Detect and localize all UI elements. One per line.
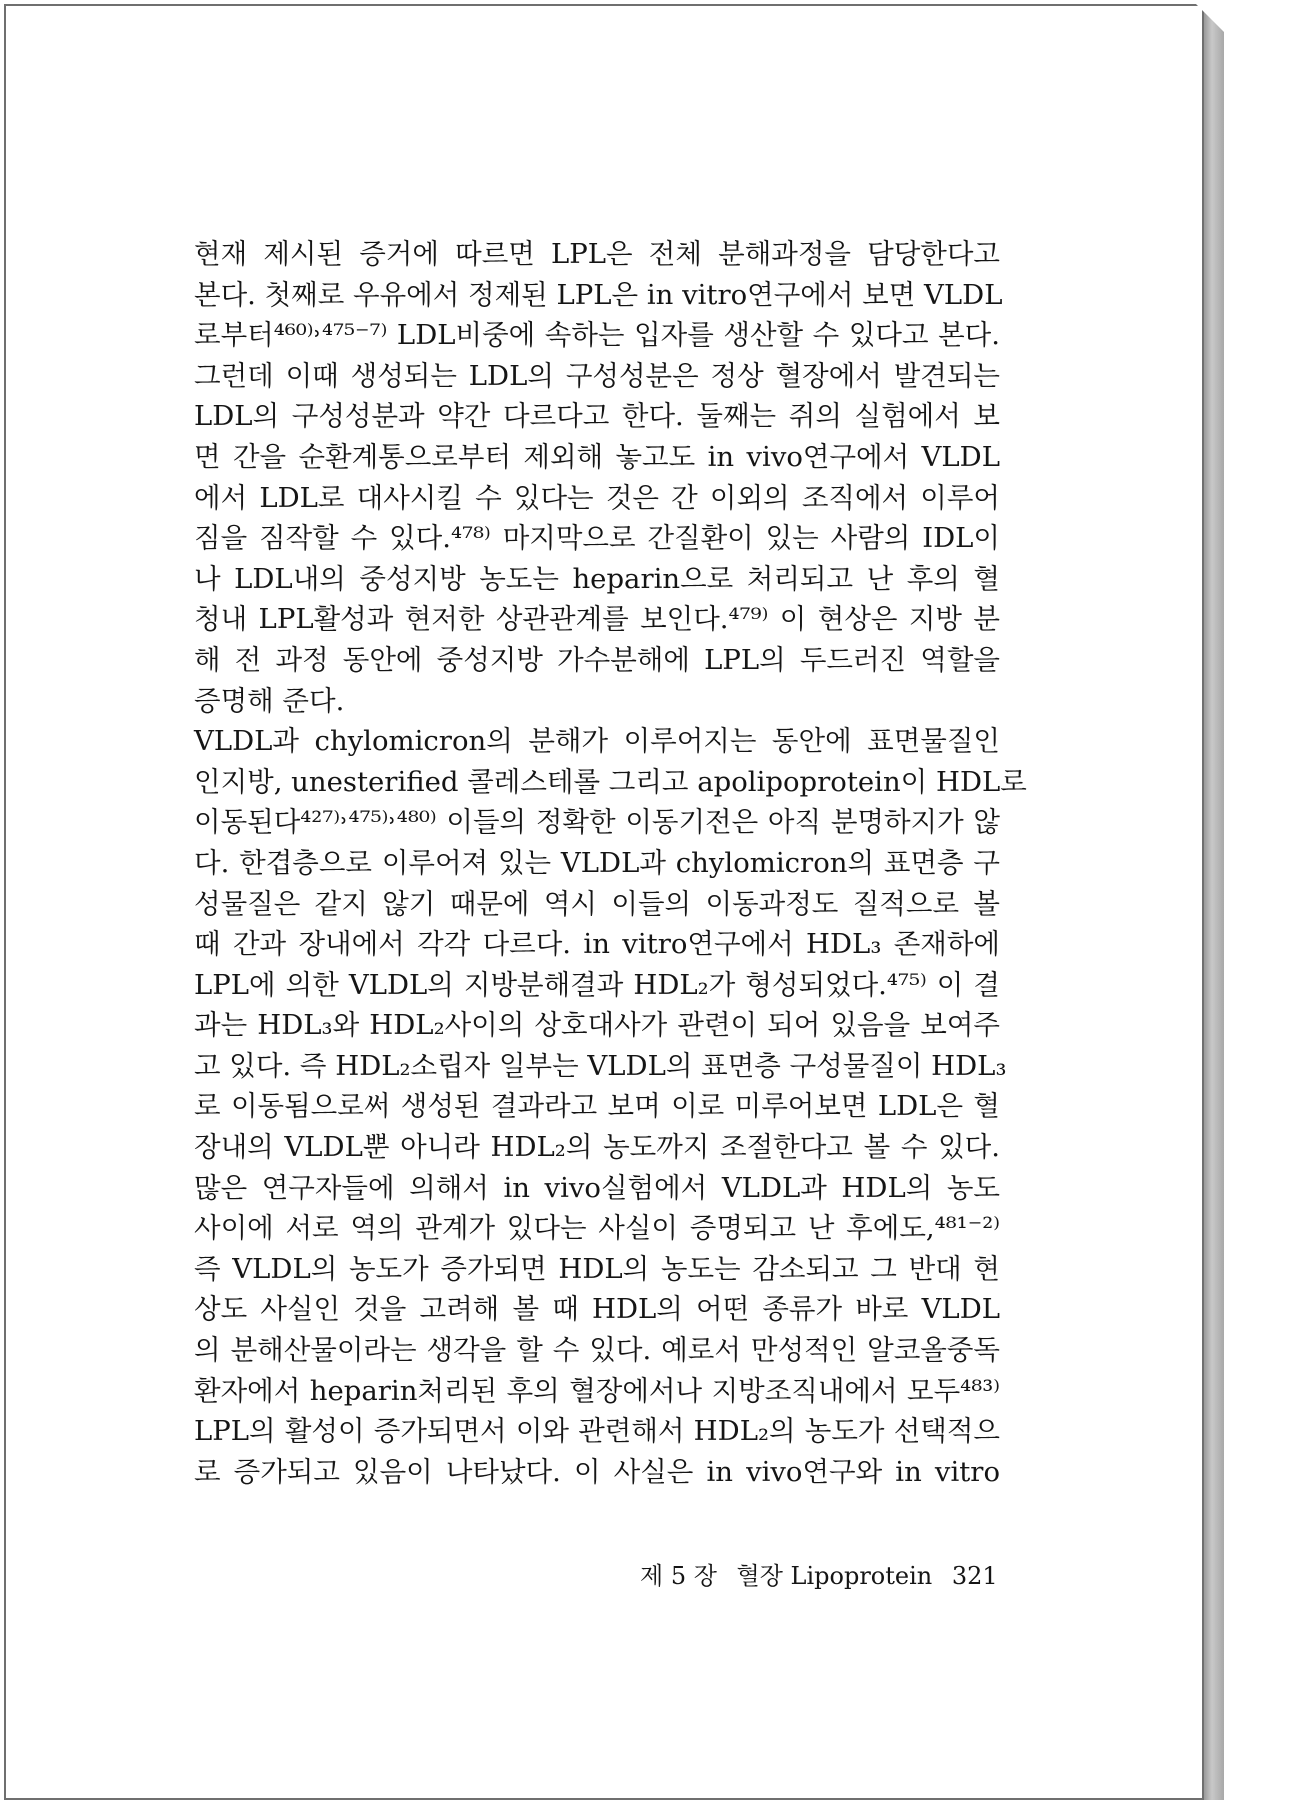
text-line: 많은 연구자들에 의해서 in vivo실험에서 VLDL과 HDL의 농도 — [194, 1171, 1000, 1204]
text-line: 증명해 준다. — [194, 684, 345, 717]
text-line: 즉 VLDL의 농도가 증가되면 HDL의 농도는 감소되고 그 반대 현 — [194, 1252, 1000, 1285]
text-line: 인지방, unesterified 콜레스테롤 그리고 apolipoprotein이 HDL로 — [194, 765, 1027, 798]
text-line: 성물질은 같지 않기 때문에 역시 이들의 이동과정도 질적으로 볼 — [194, 887, 1000, 920]
text-line: 환자에서 heparin처리된 후의 혈장에서나 지방조직내에서 모두⁴⁸³⁾ — [194, 1374, 1000, 1407]
text-line: 장내의 VLDL뿐 아니라 HDL₂의 농도까지 조절한다고 볼 수 있다. — [194, 1131, 1000, 1164]
text-line: 사이에 서로 역의 관계가 있다는 사실이 증명되고 난 후에도,⁴⁸¹⁻²⁾ — [194, 1212, 1000, 1245]
text-line: 현재 제시된 증거에 따르면 LPL은 전체 분해과정을 담당한다고 — [194, 238, 1000, 270]
text-line: 나 LDL내의 중성지방 농도는 heparin으로 처리되고 난 후의 혈 — [194, 562, 1000, 595]
text-line: LPL에 의한 VLDL의 지방분해결과 HDL₂가 형성되었다.⁴⁷⁵⁾ 이 결 — [194, 968, 1000, 1001]
text-line: 과는 HDL₃와 HDL₂사이의 상호대사가 관련이 되어 있음을 보여주 — [194, 1009, 1000, 1042]
page-corner — [1196, 4, 1224, 32]
text-line: 본다. 첫째로 우유에서 정제된 LPL은 in vitro연구에서 보면 VLDL — [194, 278, 1003, 311]
text-line: 로 증가되고 있음이 나타났다. 이 사실은 in vivo연구와 in vitro — [194, 1455, 1000, 1488]
text-line: 고 있다. 즉 HDL₂소립자 일부는 VLDL의 표면층 구성물질이 HDL₃ — [194, 1049, 1007, 1082]
text-line: LPL의 활성이 증가되면서 이와 관련해서 HDL₂의 농도가 선택적으 — [194, 1415, 1000, 1448]
page-edge-shadow — [1204, 4, 1224, 1800]
text-line: 면 간을 순환계통으로부터 제외해 놓고도 in vivo연구에서 VLDL — [194, 440, 1000, 473]
text-line: 때 간과 장내에서 각각 다르다. in vitro연구에서 HDL₃ 존재하에 — [194, 928, 1000, 961]
chapter-label: 제 5 장 — [640, 1562, 717, 1590]
text-line: LDL의 구성성분과 약간 다르다고 한다. 둘째는 쥐의 실험에서 보 — [194, 400, 1000, 433]
text-line: 청내 LPL활성과 현저한 상관관계를 보인다.⁴⁷⁹⁾ 이 현상은 지방 분 — [194, 603, 1000, 636]
body-text — [194, 234, 1027, 1492]
text-line: 짐을 짐작할 수 있다.⁴⁷⁸⁾ 마지막으로 간질환이 있는 사람의 IDL이 — [194, 522, 1000, 555]
text-line: 그런데 이때 생성되는 LDL의 구성성분은 정상 혈장에서 발견되는 — [194, 359, 1000, 392]
text-line: 의 분해산물이라는 생각을 할 수 있다. 예로서 만성적인 알코올중독 — [194, 1334, 1000, 1367]
page-number: 321 — [951, 1562, 998, 1590]
text-line: 다. 한겹층으로 이루어져 있는 VLDL과 chylomicron의 표면층 구 — [194, 846, 1000, 879]
text-line: 로부터⁴⁶⁰⁾˒⁴⁷⁵⁻⁷⁾ LDL비중에 속하는 입자를 생산할 수 있다고 본다. — [194, 319, 1000, 352]
text-line: 상도 사실인 것을 고려해 볼 때 HDL의 어떤 종류가 바로 VLDL — [194, 1293, 1000, 1326]
page-footer — [640, 1556, 998, 1591]
text-line: 해 전 과정 동안에 중성지방 가수분해에 LPL의 두드러진 역할을 — [194, 643, 1000, 676]
text-line: 에서 LDL로 대사시킬 수 있다는 것은 간 이외의 조직에서 이루어 — [194, 481, 1000, 514]
text-line: 로 이동됨으로써 생성된 결과라고 보며 이로 미루어보면 LDL은 혈 — [194, 1090, 1000, 1123]
text-line: 이동된다⁴²⁷⁾˒⁴⁷⁵⁾˒⁴⁸⁰⁾ 이들의 정확한 이동기전은 아직 분명하지가 않 — [194, 806, 1000, 839]
section-title: 혈장 Lipoprotein — [736, 1562, 933, 1590]
text-line: VLDL과 chylomicron의 분해가 이루어지는 동안에 표면물질인 — [194, 725, 1000, 758]
